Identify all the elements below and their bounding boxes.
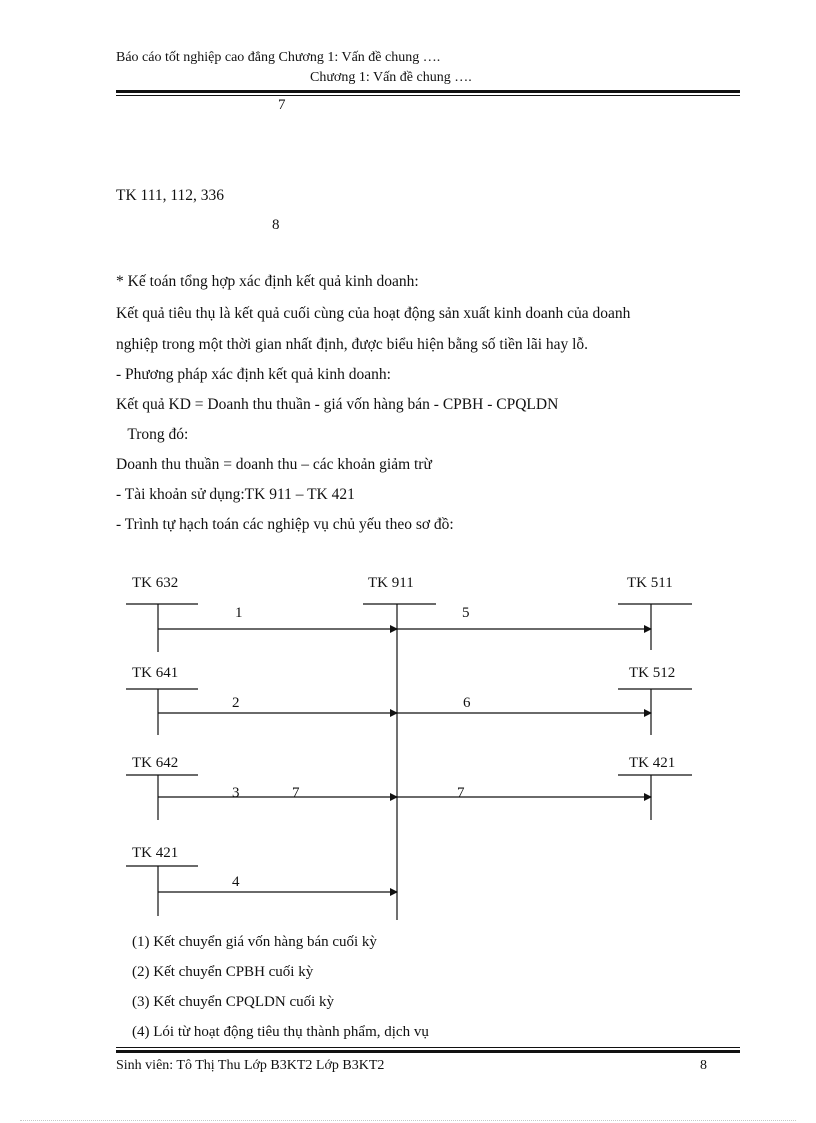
- where-line: Trong đó:: [116, 426, 189, 443]
- stray-number-7: 7: [278, 97, 286, 113]
- stray-number-8: 8: [272, 217, 280, 233]
- header-title: Báo cáo tốt nghiệp cao đẳng Chương 1: Vấn đề chung ….: [116, 50, 441, 65]
- diagram-intro-line: - Trình tự hạch toán các nghiệp vụ chủ yếu theo sơ đồ:: [116, 516, 454, 533]
- flow-label-1: 1: [235, 605, 243, 621]
- flow-label-4: 4: [232, 874, 240, 890]
- accounts-used-line: - Tài khoản sử dụng:TK 911 – TK 421: [116, 486, 355, 503]
- legend-item: (3) Kết chuyển CPQLDN cuối kỳ: [132, 994, 335, 1010]
- account-label-421-left: TK 421: [132, 845, 179, 861]
- formula-line: Kết quả KD = Doanh thu thuần - giá vốn hàng bán - CPBH - CPQLDN: [116, 396, 559, 413]
- flow-label-5: 5: [462, 605, 470, 621]
- account-label-911: TK 911: [368, 575, 414, 591]
- footer-student-info: Sinh viên: Tô Thị Thu Lớp B3KT2 Lớp B3KT2: [116, 1058, 385, 1073]
- formula-line: Doanh thu thuần = doanh thu – các khoản giảm trừ: [116, 456, 432, 473]
- legend-item: (4) Lói từ hoạt động tiêu thụ thành phẩm, dịch vụ: [132, 1024, 429, 1040]
- flow-label-6: 6: [463, 695, 471, 711]
- footer-rule-thin: [116, 1047, 740, 1048]
- account-label-632: TK 632: [132, 575, 179, 591]
- footer-page-number: 8: [700, 1058, 707, 1073]
- page-edge-divider: [20, 1120, 796, 1121]
- flow-label-2: 2: [232, 695, 240, 711]
- stray-account-line: TK 111, 112, 336: [116, 187, 225, 204]
- flow-label-7-left: 7: [292, 785, 300, 801]
- method-heading: - Phương pháp xác định kết quả kinh doanh:: [116, 366, 391, 383]
- account-label-641: TK 641: [132, 665, 179, 681]
- paragraph-line: Kết quả tiêu thụ là kết quả cuối cùng của hoạt động sản xuất kinh doanh của doanh: [116, 305, 631, 322]
- account-label-511: TK 511: [627, 575, 673, 591]
- account-label-512: TK 512: [629, 665, 676, 681]
- header-chapter: Chương 1: Vấn đề chung ….: [310, 70, 472, 85]
- legend-item: (1) Kết chuyển giá vốn hàng bán cuối kỳ: [132, 934, 377, 950]
- legend-item: (2) Kết chuyển CPBH cuối kỳ: [132, 964, 314, 980]
- paragraph-line: nghiệp trong một thời gian nhất định, được biểu hiện bằng số tiền lãi hay lỗ.: [116, 336, 589, 353]
- footer-rule-thick: [116, 1050, 740, 1053]
- section-heading: * Kế toán tổng hợp xác định kết quả kinh doanh:: [116, 273, 419, 290]
- account-label-421-right: TK 421: [629, 755, 676, 771]
- flow-label-7-right: 7: [457, 785, 465, 801]
- flow-label-3: 3: [232, 785, 240, 801]
- account-label-642: TK 642: [132, 755, 179, 771]
